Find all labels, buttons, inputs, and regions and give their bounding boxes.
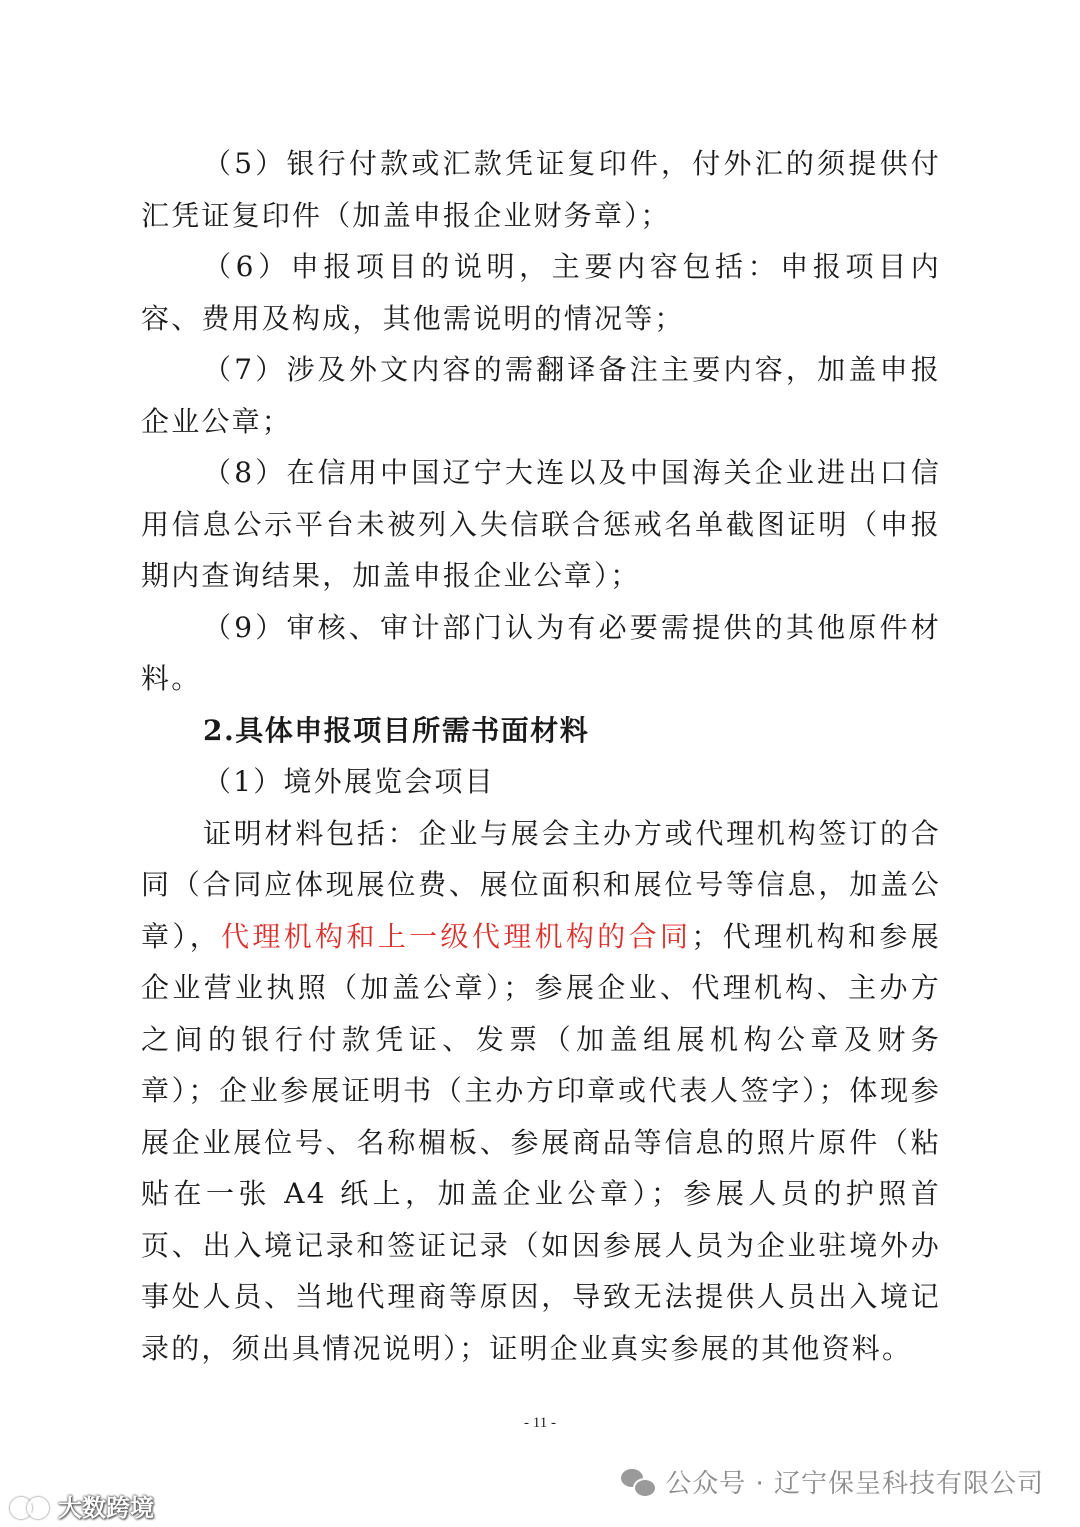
paragraph-item-7: （7）涉及外文内容的需翻译备注主要内容，加盖申报企业公章； — [141, 353, 941, 438]
evidence-paragraph — [141, 808, 941, 1375]
paragraph-item-6: （6）申报项目的说明，主要内容包括：申报项目内容、费用及构成，其他需说明的情况等； — [141, 250, 941, 335]
wechat-icon — [621, 1467, 655, 1497]
infinity-icon — [10, 1494, 52, 1518]
watermark-text: 大数跨境 — [58, 1494, 154, 1522]
paragraph-item-8: （8）在信用中国辽宁大连以及中国海关企业进出口信用信息公示平台未被列入失信联合惩戒名单截图证明（申报期内查询结果，加盖申报企业公章）； — [141, 456, 941, 592]
evidence-text-end: ；代理机构和参展企业营业执照（加盖公章）；参展企业、代理机构、主办方之间的银行付款凭证、发票（加盖组展机构公章及财务章）；企业参展证明书（主办方印章或代表人签字）；体现参展企业展位号、名称楣板、参展商品等信息的照片原件（粘贴在一张 A4 纸上，加盖企业公章）；参展人员的护照首页、出入境记录和签证记录（如因参展人员为企业驻境外办事处人员、当地代理商等原因，导致无法提供人员出入境记录的，须出具情况说明）；证明企业真实参展的其他资料。 — [141, 919, 941, 1365]
paragraph-item-5: （5）银行付款或汇款凭证复印件，付外汇的须提供付汇凭证复印件（加盖申报企业财务章）； — [141, 147, 941, 232]
page-number: - 11 - — [524, 1415, 556, 1431]
sub-heading: （1）境外展览会项目 — [203, 765, 495, 798]
highlighted-text: 代理机构和上一级代理机构的合同 — [221, 919, 692, 953]
wechat-account-label: 公众号 · 辽宁保呈科技有限公司 — [665, 1469, 1044, 1499]
evidence-text-start: 证明材料包括：企业与展会主办方或代理机构签订的合同（合同应体现展位费、展位面积和展位号等信息，加盖公章）， — [141, 816, 941, 953]
paragraph-item-9: （9）审核、审计部门认为有必要需提供的其他原件材料。 — [141, 610, 941, 695]
document-body — [141, 138, 941, 1374]
watermark — [10, 1488, 154, 1523]
wechat-account-footer — [621, 1463, 1044, 1500]
section-heading: 2.具体申报项目所需书面材料 — [203, 713, 590, 747]
